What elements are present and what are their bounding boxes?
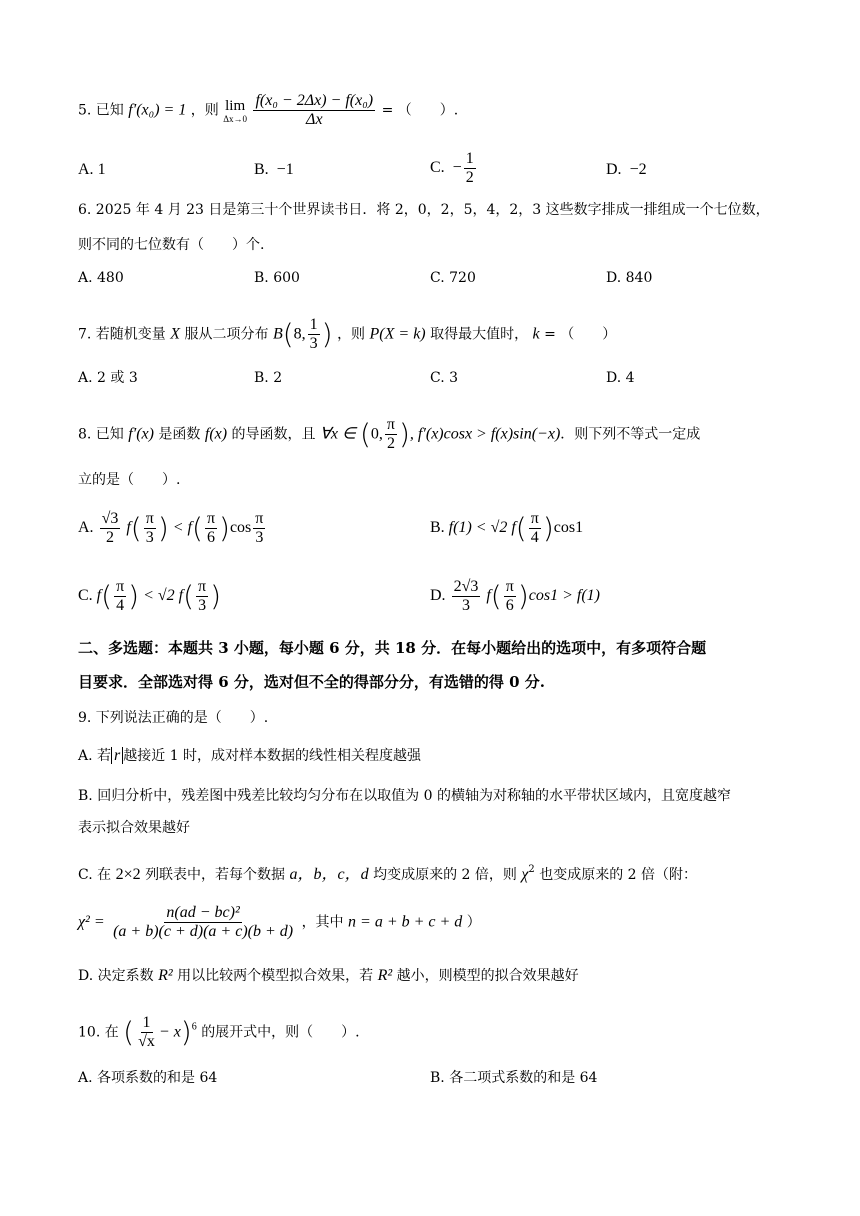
q5-fraction: $\frac{\text{f(x₀ − 2Δx) − f(x₀)}}{\Delta x}$ <box>255 92 374 128</box>
q7-option-d: D. 4 <box>606 370 635 386</box>
q7-option-c: C. 3 <box>430 370 459 386</box>
q5-option-b: B. −1 <box>254 161 294 178</box>
q8-option-b: B. f(1) < √2 f( $\frac{\pi}{4}$ )cos1 <box>430 510 584 546</box>
q9-option-d: D. 决定系数 R² 用以比较两个模型拟合效果，若 R² 越小，则模型的拟合效果越好 <box>78 967 579 984</box>
q5-prefix: 5. 已知 <box>78 102 124 119</box>
q5-option-c: C. − $\frac{1}{2}$ <box>430 150 474 186</box>
q5-option-a: A. 1 <box>78 161 106 178</box>
q9-option-b-line2: 表示拟合效果越好 <box>78 820 190 836</box>
q7-stem: 7. 若随机变量 X 服从二项分布 B(8, $\frac{1}{3}$ ) ，则 P(X = k) 取得最大值时， k = （ ） <box>78 316 617 352</box>
section2-heading-line1: 二、多选题：本题共 3 小题，每小题 6 分，共 18 分．在每小题给出的选项中，有多项符合题 <box>78 639 707 657</box>
q7-option-a: A. 2 或 3 <box>78 370 138 386</box>
q10-stem: 10. 在 ( $\frac{1}{√x}$ − x)$^6$ 的展开式中，则（ ）. <box>78 1014 360 1050</box>
q5-suffix: = （ ）. <box>381 102 459 119</box>
q9-option-a: A. 若 r 越接近 1 时，成对样本数据的线性相关程度越强 <box>78 747 422 764</box>
q6-option-b: B. 600 <box>254 270 300 286</box>
q5-condition: f′(x₀) = 1 <box>128 101 187 119</box>
q5-mid: ，则 <box>190 102 219 119</box>
q5-stem <box>78 92 782 129</box>
q8-stem: 8. 已知 f′(x) 是函数 f(x) 的导函数，且 ∀x ∈ (0, $\frac{\pi}{2}$ ), f′(x)cosx > f(x)sin(−x)．则下列不等式一定成 <box>78 416 701 452</box>
q6-stem-line2: 则不同的七位数有（ ）个. <box>78 237 265 253</box>
q8-option-d: D. $\frac{2√3}{3}$ f( $\frac{\pi}{6}$ )cos1 > f(1) <box>430 578 600 614</box>
q9-option-c: C. 在 2×2 列联表中，若每个数据 a，b，c，d 均变成原来的 2 倍，则 $\chi^2$ 也变成原来的 2 倍（附： <box>78 864 698 883</box>
section2-heading-line2: 目要求．全部选对得 6 分，选对但不全的得部分分，有选错的得 0 分. <box>78 673 545 691</box>
q6-option-c: C. 720 <box>430 270 476 286</box>
q9-stem: 9. 下列说法正确的是（ ）. <box>78 710 269 726</box>
q5-limit: lim Δx→0 <box>223 97 248 124</box>
q6-option-d: D. 840 <box>606 270 653 286</box>
q8-stem-line2: 立的是（ ）. <box>78 472 181 488</box>
q7-option-b: B. 2 <box>254 370 283 386</box>
q8-option-c: C. f( $\frac{\pi}{4}$ ) < √2 f( $\frac{\pi}{3}$ ) <box>78 578 222 614</box>
q8-option-a: A. $\frac{√3}{2}$ f( $\frac{\pi}{3}$ ) < f( $\frac{\pi}{6}$ )cos $\frac{\pi}{3}$ <box>78 510 264 546</box>
q9-formula: χ² = $\frac{\text{n(ad − bc)²}}{(a + b)(c + d)(a + c)(b + d)}$ ，其中 n = a + b + c + d ） <box>78 904 481 940</box>
q5-option-d: D. −2 <box>606 161 647 178</box>
q6-stem-line1: 6. 2025 年 4 月 23 日是第三十个世界读书日．将 2，0，2，5，4，2，3 这些数字排成一排组成一个七位数， <box>78 202 770 218</box>
q6-option-a: A. 480 <box>78 270 124 286</box>
q10-option-a: A. 各项系数的和是 64 <box>78 1070 218 1086</box>
q10-option-b: B. 各二项式系数的和是 64 <box>430 1070 598 1086</box>
q9-option-b-line1: B. 回归分析中，残差图中残差比较均匀分布在以取值为 0 的横轴为对称轴的水平带状区域内，且宽度越窄 <box>78 788 731 804</box>
